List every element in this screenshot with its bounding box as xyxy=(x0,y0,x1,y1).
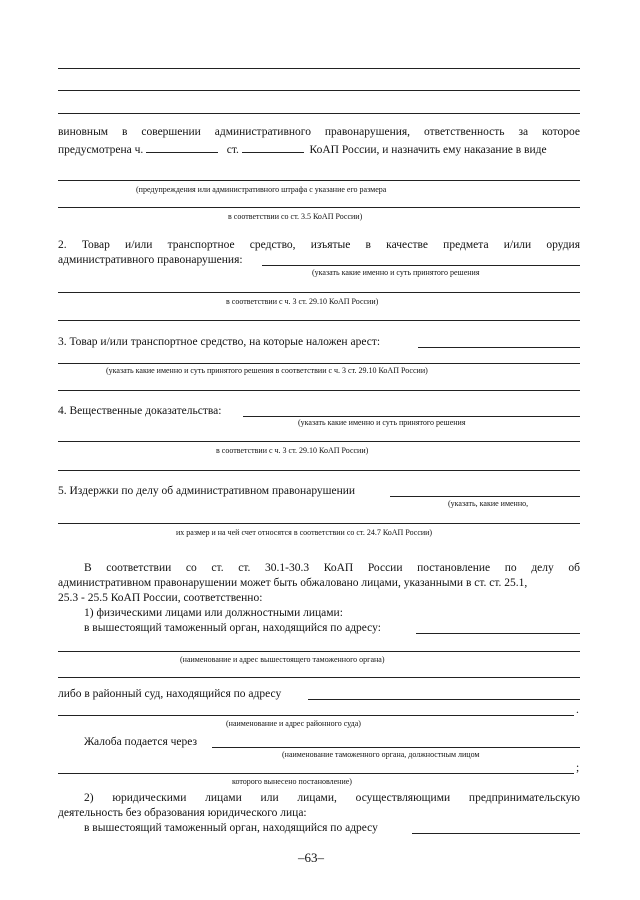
blank-line xyxy=(58,292,580,293)
blank-line xyxy=(418,347,580,348)
blank-line xyxy=(58,113,580,114)
item-5-line: 5. Издержки по делу об административном правонарушении xyxy=(58,485,356,497)
blank-line xyxy=(262,265,580,266)
blank-line xyxy=(390,496,580,497)
caption-item-3: (указать какие именно и суть принятого решения в соответствии с ч. 3 ст. 29.10 КоАП России) xyxy=(106,366,428,375)
part-label: предусмотрена ч. xyxy=(58,144,144,156)
blank-line xyxy=(58,523,580,524)
caption-issued-resolution: которого вынесено постановление) xyxy=(232,777,352,786)
blank-line xyxy=(58,90,580,91)
blank-line xyxy=(243,416,580,417)
blank-line xyxy=(58,207,580,208)
appeal-line-5: в вышестоящий таможенный орган, находящийся по адресу: xyxy=(84,622,381,634)
period-mark: . xyxy=(576,704,579,716)
caption-item-5: (указать, какие именно, xyxy=(448,499,529,508)
paragraph-article-line xyxy=(58,141,547,157)
caption-penalty: (предупреждения или административного штрафа с указание его размера xyxy=(136,185,387,194)
blank-line xyxy=(58,470,580,471)
appeal-line-1: В соответствии со ст. ст. 30.1-30.3 КоАП России постановление по делу об xyxy=(84,562,580,574)
blank-line xyxy=(212,747,580,748)
blank-line xyxy=(58,320,580,321)
appeal-line-2: административном правонарушении может быть обжаловано лицами, указанными в ст. ст. 25.1, xyxy=(58,577,528,589)
caption-item-2b: в соответствии с ч. 3 ст. 29.10 КоАП России) xyxy=(226,297,379,306)
blank-line xyxy=(58,773,574,774)
blank-line xyxy=(58,363,580,364)
appeal-line-3: 25.3 - 25.5 КоАП России, соответственно: xyxy=(58,592,263,604)
higher-customs-line: в вышестоящий таможенный орган, находящийся по адресу xyxy=(84,822,378,834)
caption-item-2: (указать какие именно и суть принятого решения xyxy=(312,268,480,277)
caption-district-court: (наименование и адрес районного суда) xyxy=(226,719,361,728)
page-number: –63– xyxy=(298,850,324,865)
blank-line xyxy=(58,68,580,69)
blank-line xyxy=(58,715,574,716)
paragraph-guilty-line: виновным в совершении административного правонарушения, ответственность за которое xyxy=(58,126,580,138)
blank-line xyxy=(58,180,580,181)
item-3-line: 3. Товар и/или транспортное средство, на которые наложен арест: xyxy=(58,336,381,348)
caption-higher-customs: (наименование и адрес вышестоящего таможенного органа) xyxy=(180,655,385,664)
complaint-line: Жалоба подается через xyxy=(84,736,198,748)
blank-line xyxy=(58,651,580,652)
item-2-line: 2. Товар и/или транспортное средство, изъятые в качестве предмета и/или орудия xyxy=(58,239,580,251)
item-2-line2: административного правонарушения: xyxy=(58,254,243,266)
blank-line xyxy=(58,677,580,678)
caption-item-4b: в соответствии с ч. 3 ст. 29.10 КоАП России) xyxy=(216,446,369,455)
appeal-line-4: 1) физическими лицами или должностными лицами: xyxy=(84,607,343,619)
blank-line xyxy=(58,441,580,442)
caption-article-35: в соответствии со ст. 3.5 КоАП России) xyxy=(228,212,363,221)
caption-customs-official: (наименование таможенного органа, должностным лицом xyxy=(282,750,480,759)
item-4-line: 4. Вещественные доказательства: xyxy=(58,405,222,417)
legal-entities-line: 2) юридическими лицами или лицами, осуществляющими предпринимательскую xyxy=(84,792,580,804)
caption-item-5b: их размер и на чей счет относятся в соответствии со ст. 24.7 КоАП России) xyxy=(176,528,433,537)
district-court-line: либо в районный суд, находящийся по адресу xyxy=(58,688,282,700)
blank-line xyxy=(412,833,580,834)
blank-line xyxy=(416,633,580,634)
penalty-text: КоАП России, и назначить ему наказание в виде xyxy=(309,144,547,156)
semicolon-mark: ; xyxy=(576,762,580,774)
blank-line xyxy=(58,390,580,391)
article-blank xyxy=(242,141,304,153)
blank-line xyxy=(308,699,580,700)
caption-item-4: (указать какие именно и суть принятого решения xyxy=(298,418,466,427)
legal-entities-line-2: деятельность без образования юридического лица: xyxy=(58,807,307,819)
article-label: ст. xyxy=(226,144,239,156)
part-blank xyxy=(146,141,218,153)
